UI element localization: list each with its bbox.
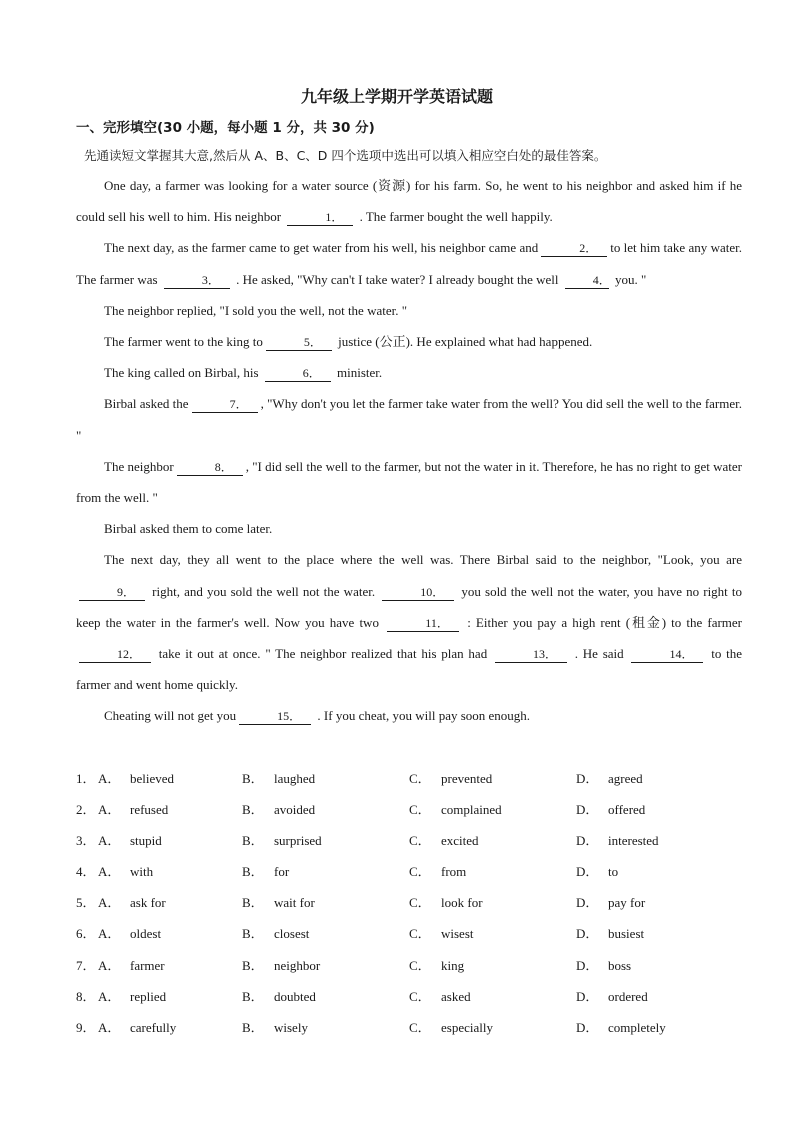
option-a[interactable] bbox=[98, 918, 161, 949]
option-text: with bbox=[130, 864, 154, 880]
option-a[interactable] bbox=[98, 887, 166, 918]
option-letter: A． bbox=[98, 802, 121, 818]
passage-text: you sold the well not the water, you have no right to keep the water in the farmer's well. Now you have two bbox=[76, 583, 743, 630]
option-letter: D． bbox=[576, 864, 599, 880]
instruction-text: 先通读短文掌握其大意,然后从 A、B、C、D 四个选项中选出可以填入相应空白处的最佳答案。 bbox=[84, 148, 607, 163]
question-row bbox=[76, 856, 756, 887]
option-text: doubted bbox=[274, 988, 316, 1004]
blank-4[interactable]: 4． bbox=[565, 273, 609, 289]
option-text: wait for bbox=[274, 895, 315, 911]
passage-paragraph bbox=[76, 357, 742, 388]
option-text: agreed bbox=[608, 771, 643, 786]
option-text: wisest bbox=[441, 926, 474, 942]
question-number: 6． bbox=[76, 926, 96, 942]
passage-text: . The farmer bought the well happily. bbox=[359, 209, 553, 225]
option-letter: A． bbox=[98, 771, 121, 786]
blank-14[interactable]: 14． bbox=[631, 647, 703, 663]
option-d[interactable] bbox=[576, 825, 659, 856]
option-c[interactable] bbox=[409, 918, 474, 949]
passage-text: to the farmer and went home quickly. bbox=[76, 646, 743, 693]
answer-options bbox=[76, 763, 756, 1043]
option-letter: D． bbox=[576, 1019, 599, 1035]
passage-paragraph bbox=[76, 170, 742, 232]
option-c[interactable] bbox=[409, 763, 492, 794]
question-row bbox=[76, 887, 756, 918]
option-b[interactable] bbox=[242, 1012, 308, 1043]
option-text: wisely bbox=[274, 1019, 308, 1035]
option-text: believed bbox=[130, 771, 175, 786]
option-c[interactable] bbox=[409, 856, 466, 887]
blank-2[interactable]: 2． bbox=[541, 241, 607, 257]
passage-text: The farmer went to the king to bbox=[104, 334, 263, 350]
question-row bbox=[76, 825, 756, 856]
passage-text: One day, a farmer was looking for a water source (资源) for his farm. So, he went to his neighbor and asked him if he could sell his well to him. His neighbor bbox=[76, 178, 742, 225]
option-letter: C． bbox=[409, 895, 431, 911]
option-letter: D． bbox=[576, 988, 599, 1004]
option-text: replied bbox=[130, 988, 167, 1004]
option-d[interactable] bbox=[576, 856, 618, 887]
option-c[interactable] bbox=[409, 794, 502, 825]
option-letter: D． bbox=[576, 926, 599, 942]
option-letter: B． bbox=[242, 957, 264, 973]
blank-11[interactable]: 11． bbox=[387, 616, 459, 632]
option-text: pay for bbox=[608, 895, 646, 911]
blank-12[interactable]: 12． bbox=[79, 647, 151, 663]
passage-paragraph bbox=[76, 700, 742, 731]
passage-text: : Either you pay a high rent (租金) to the farmer bbox=[467, 614, 743, 630]
option-letter: A． bbox=[98, 957, 121, 973]
option-d[interactable] bbox=[576, 794, 645, 825]
option-text: from bbox=[441, 864, 467, 880]
option-d[interactable] bbox=[576, 763, 643, 794]
option-text: busiest bbox=[608, 926, 645, 942]
option-letter: A． bbox=[98, 926, 121, 942]
option-letter: C． bbox=[409, 957, 431, 973]
blank-13[interactable]: 13． bbox=[495, 647, 567, 663]
blank-5[interactable]: 5． bbox=[266, 335, 332, 351]
option-letter: B． bbox=[242, 1019, 264, 1035]
option-letter: D． bbox=[576, 833, 599, 849]
option-letter: B． bbox=[242, 833, 264, 849]
option-text: ask for bbox=[130, 895, 166, 911]
option-text: ordered bbox=[608, 988, 648, 1004]
blank-10[interactable]: 10． bbox=[382, 585, 454, 601]
option-a[interactable] bbox=[98, 763, 174, 794]
question-number: 5． bbox=[76, 895, 96, 911]
option-letter: A． bbox=[98, 988, 121, 1004]
question-row bbox=[76, 794, 756, 825]
option-text: excited bbox=[441, 833, 479, 849]
option-c[interactable] bbox=[409, 1012, 493, 1043]
option-b[interactable] bbox=[242, 856, 289, 887]
option-d[interactable] bbox=[576, 950, 631, 981]
option-letter: D． bbox=[576, 802, 599, 818]
option-letter: C． bbox=[409, 864, 431, 880]
blank-9[interactable]: 9． bbox=[79, 585, 145, 601]
option-letter: C． bbox=[409, 1019, 431, 1035]
option-text: oldest bbox=[130, 926, 162, 942]
passage-text: Cheating will not get you bbox=[104, 708, 237, 724]
option-text: interested bbox=[608, 833, 659, 849]
option-letter: A． bbox=[98, 1019, 121, 1035]
option-text: closest bbox=[274, 926, 310, 942]
passage-text: The next day, as the farmer came to get water from his well, his neighbor came and bbox=[104, 240, 539, 256]
question-number: 3． bbox=[76, 833, 96, 849]
option-c[interactable] bbox=[409, 825, 479, 856]
option-b[interactable] bbox=[242, 794, 315, 825]
option-text: offered bbox=[608, 802, 646, 818]
option-letter: D． bbox=[576, 957, 599, 973]
option-b[interactable] bbox=[242, 825, 322, 856]
passage-text: . He asked, "Why can't I take water? I already bought the well bbox=[236, 271, 559, 287]
option-text: king bbox=[441, 957, 465, 973]
option-text: surprised bbox=[274, 833, 322, 849]
question-number: 9． bbox=[76, 1019, 96, 1035]
option-letter: A． bbox=[98, 833, 121, 849]
option-a[interactable] bbox=[98, 825, 162, 856]
passage-text: The next day, they all went to the place where the well was. There Birbal said to the neighbor, "Look, you are bbox=[104, 552, 742, 568]
option-text: refused bbox=[130, 802, 169, 818]
option-a[interactable] bbox=[98, 794, 168, 825]
option-c[interactable] bbox=[409, 981, 471, 1012]
option-letter: C． bbox=[409, 771, 431, 786]
passage-text: The neighbor bbox=[104, 458, 174, 474]
passage-text: , "Why don't you let the farmer take water from the well? You did sell the well to the farmer. " bbox=[76, 396, 742, 443]
option-text: asked bbox=[441, 988, 471, 1004]
blank-6[interactable]: 6． bbox=[265, 366, 331, 382]
passage-text: right, and you sold the well not the water. bbox=[152, 583, 376, 599]
passage-paragraph bbox=[76, 544, 742, 700]
option-text: neighbor bbox=[274, 957, 321, 973]
option-text: carefully bbox=[130, 1019, 177, 1035]
question-row bbox=[76, 918, 756, 949]
option-a[interactable] bbox=[98, 950, 165, 981]
passage-text: . If you cheat, you will pay soon enough. bbox=[317, 708, 531, 724]
option-letter: B． bbox=[242, 771, 264, 786]
passage-paragraph: The neighbor replied, "I sold you the well, not the water. " bbox=[104, 302, 408, 318]
blank-7[interactable]: 7． bbox=[192, 397, 258, 413]
question-row bbox=[76, 1012, 756, 1043]
question-row bbox=[76, 981, 756, 1012]
option-text: laughed bbox=[274, 771, 316, 786]
blank-3[interactable]: 3． bbox=[164, 273, 230, 289]
option-text: complained bbox=[441, 802, 502, 818]
question-row bbox=[76, 763, 756, 794]
passage-text: you. " bbox=[614, 271, 647, 287]
passage-text: . He said bbox=[574, 646, 624, 662]
blank-8[interactable]: 8． bbox=[177, 460, 243, 476]
option-text: boss bbox=[608, 957, 632, 973]
option-b[interactable] bbox=[242, 981, 316, 1012]
blank-1[interactable]: 1． bbox=[287, 210, 353, 226]
option-text: for bbox=[274, 864, 290, 880]
option-d[interactable] bbox=[576, 887, 645, 918]
option-letter: B． bbox=[242, 864, 264, 880]
passage-text: , "I did sell the well to the farmer, but not the water in it. Therefore, he has no right to get water from the well. " bbox=[76, 458, 743, 506]
question-number: 2． bbox=[76, 802, 96, 818]
passage-paragraph bbox=[76, 232, 742, 294]
passage-paragraph bbox=[76, 326, 742, 357]
option-text: stupid bbox=[130, 833, 162, 849]
option-letter: D． bbox=[576, 771, 599, 786]
question-number: 1． bbox=[76, 771, 96, 786]
option-c[interactable] bbox=[409, 950, 464, 981]
passage-text: The king called on Birbal, his bbox=[104, 365, 259, 381]
section-heading: 一、完形填空(30 小题，每小题 1 分，共 30 分) bbox=[76, 120, 375, 136]
option-text: especially bbox=[441, 1019, 493, 1035]
passage-text: take it out at once. " The neighbor realized that his plan had bbox=[158, 646, 488, 662]
option-c[interactable] bbox=[409, 887, 483, 918]
option-b[interactable] bbox=[242, 887, 315, 918]
question-row bbox=[76, 950, 756, 981]
option-letter: D． bbox=[576, 895, 599, 911]
passage-paragraph bbox=[76, 451, 742, 513]
option-a[interactable] bbox=[98, 856, 153, 887]
passage-text: Birbal asked the bbox=[104, 396, 189, 412]
passage-text: justice (公正). He explained what had happened. bbox=[338, 334, 593, 350]
option-d[interactable] bbox=[576, 1012, 666, 1043]
option-letter: A． bbox=[98, 864, 121, 880]
passage-paragraph: Birbal asked them to come later. bbox=[104, 521, 273, 537]
blank-15[interactable]: 15． bbox=[239, 709, 311, 725]
option-d[interactable] bbox=[576, 918, 644, 949]
option-letter: A． bbox=[98, 895, 121, 911]
option-d[interactable] bbox=[576, 981, 648, 1012]
option-text: prevented bbox=[441, 771, 493, 786]
option-text: farmer bbox=[130, 957, 165, 973]
option-text: look for bbox=[441, 895, 483, 911]
option-b[interactable] bbox=[242, 763, 315, 794]
option-letter: C． bbox=[409, 833, 431, 849]
option-text: completely bbox=[608, 1019, 666, 1035]
option-b[interactable] bbox=[242, 950, 320, 981]
option-a[interactable] bbox=[98, 981, 166, 1012]
passage-paragraph bbox=[76, 388, 742, 450]
passage-text: minister. bbox=[337, 365, 383, 381]
option-letter: C． bbox=[409, 802, 431, 818]
passage-text: to let him take any water. The farmer was bbox=[76, 240, 742, 287]
option-letter: B． bbox=[242, 802, 264, 818]
cloze-passage bbox=[76, 170, 742, 732]
option-letter: B． bbox=[242, 988, 264, 1004]
option-text: to bbox=[608, 864, 619, 880]
question-number: 7． bbox=[76, 957, 96, 973]
option-letter: C． bbox=[409, 926, 431, 942]
question-number: 8． bbox=[76, 988, 96, 1004]
page-title: 九年级上学期开学英语试题 bbox=[300, 87, 493, 106]
option-text: avoided bbox=[274, 802, 316, 818]
option-a[interactable] bbox=[98, 1012, 176, 1043]
option-letter: C． bbox=[409, 988, 431, 1004]
question-number: 4． bbox=[76, 864, 96, 880]
option-letter: B． bbox=[242, 926, 264, 942]
option-letter: B． bbox=[242, 895, 264, 911]
option-b[interactable] bbox=[242, 918, 309, 949]
